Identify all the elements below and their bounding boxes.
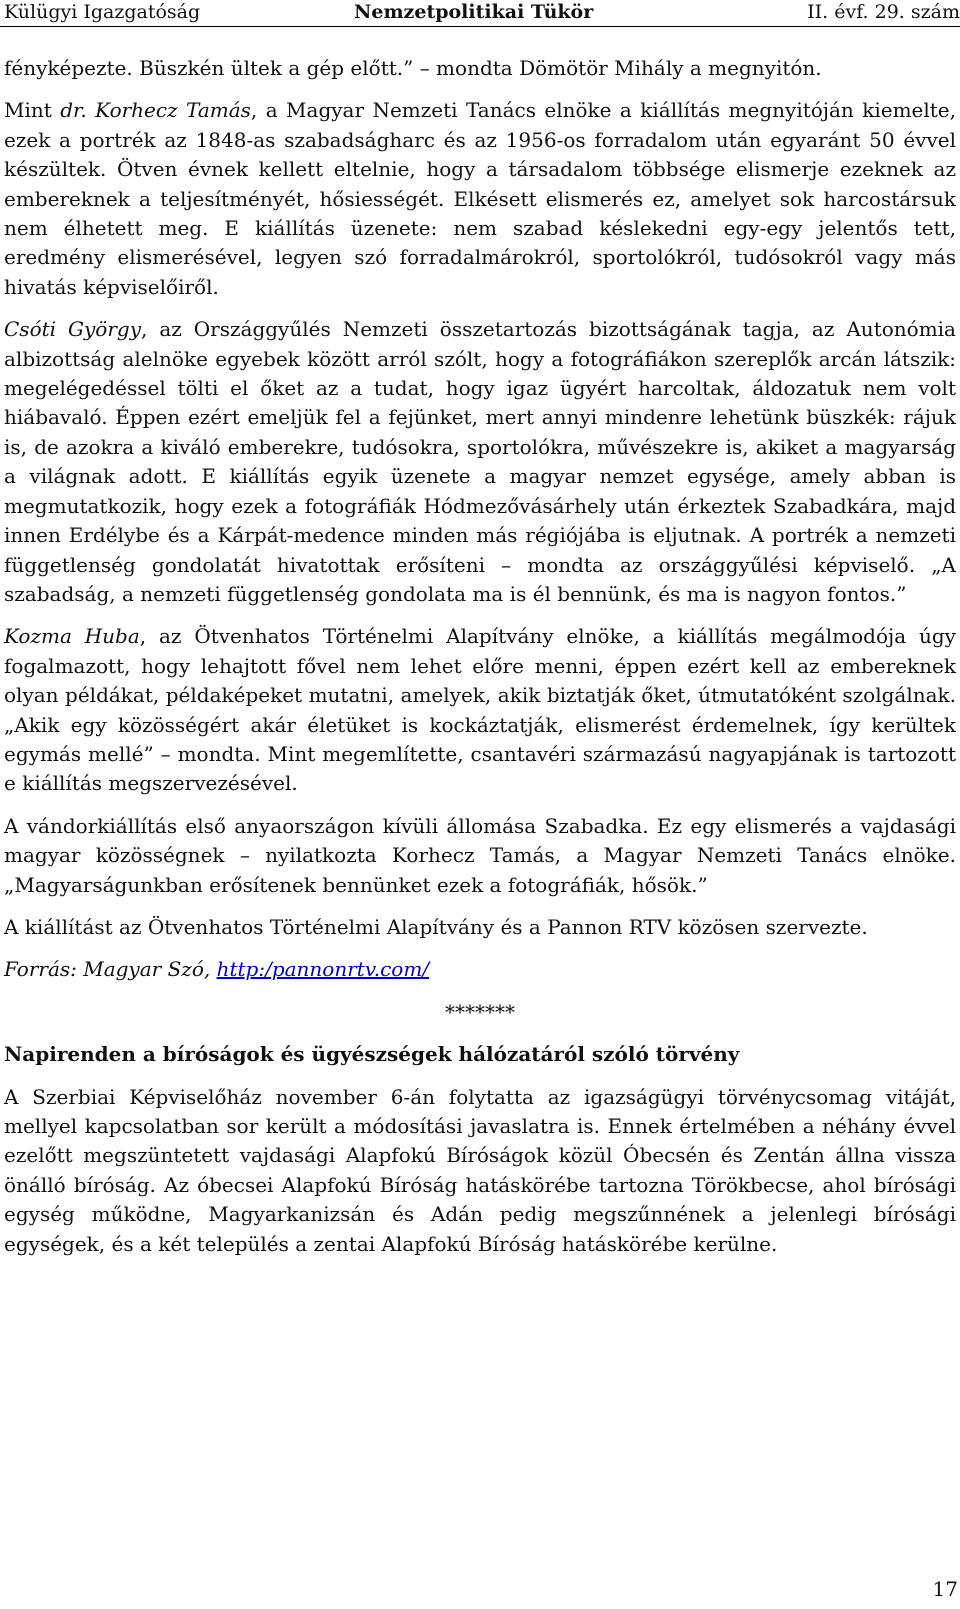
section-title: Napirenden a bíróságok és ügyészségek hálózatáról szóló törvény [4, 1042, 740, 1067]
source-link[interactable]: http:/pannonrtv.com/ [216, 957, 430, 982]
person-name: dr. Korhecz Tamás [60, 98, 251, 123]
person-name: Csóti György [4, 317, 141, 342]
source-label: Forrás: Magyar Szó, [4, 957, 217, 982]
paragraph-4: Kozma Huba, az Ötvenhatos Történelmi Alapítvány elnöke, a kiállítás megálmodója úgy fogalmazott, hogy lehajtott fővel nem lehet előre menni, éppen ezért kell az embereknek olyan példákat, példaképeket mutatni, amelyek, akik biztatják őket, útmutatóként szolgálnak. „Akik egy közösségért akár életüket is kockáztatják, elismerést érdemelnek, így kerültek egymás mellé” – mondta. Mint megemlítette, csantavéri származású nagyapjának is tartozott e kiállítás megszervezésével. [4, 624, 956, 796]
article-body [4, 54, 956, 1272]
paragraph-2: Mint dr. Korhecz Tamás, a Magyar Nemzeti Tanács elnöke a kiállítás megnyitóján kiemelte, ezek a portrék az 1848-as szabadságharc és az 1956-os forradalom után egyaránt 50 évvel készültek. Ötven évnek kellett eltelnie, hogy a társadalom többsége elismerje ezeknek az embereknek a teljesítményét, hősiességét. Elkésett elismerés ez, amelyet sok harcostársuk nem élhetett meg. E kiállítás üzenete: nem szabad késlekedni egy-egy jelentős tett, eredmény elismerésével, legyen szó forradalmárokról, sportolókról, tudósokról vagy más hivatás képviselőiről. [4, 98, 956, 299]
header-publication: Nemzetpolitikai Tükör [354, 1, 594, 23]
paragraph-3: Csóti György, az Országgyűlés Nemzeti összetartozás bizottságának tagja, az Autonómia albizottság alelnöke egyebek között arról szólt, hogy a fotográfiákon szereplők arcán látszik: megelégedéssel tölti el őket az a tudat, hogy igaz ügyért harcoltak, áldozatuk nem volt hiábavaló. Éppen ezért emeljük fel a fejünket, mert annyi mindenre lehetünk büszkék: rájuk is, de azokra a kiváló emberekre, tudósokra, sportolókra, művészekre is, akiket a magyarság a világnak adott. E kiállítás egyik üzenete a magyar nemzet egysége, amely abban is megmutatkozik, hogy ezek a fotográfiák Hódmezővásárhely után érkeztek Szabadkára, majd innen Erdélybe és a Kárpát-medence minden más régiójába is eljutnak. A portrék a nemzeti függetlenség gondolatát hivatottak erősíteni – mondta az országgyűlési képviselő. „A szabadság, a nemzeti függetlenség gondolata ma is él bennünk, és ma is nagyon fontos.” [4, 317, 956, 606]
source-line [4, 955, 956, 984]
paragraph-6: A kiállítást az Ötvenhatos Történelmi Alapítvány és a Pannon RTV közösen szervezte. [4, 914, 868, 939]
person-name: Kozma Huba [4, 624, 140, 649]
page-header [0, 0, 960, 27]
paragraph-1: fényképezte. Büszkén ültek a gép előtt.” – mondta Dömötör Mihály a megnyitón. [4, 56, 822, 80]
section-paragraph: A Szerbiai Képviselőház november 6-án folytatta az igazságügyi törvénycsomag vitáját, mellyel kapcsolatban sor került a módosítási javaslatra is. Ennek értelmében a néhány évvel ezelőtt megszüntetett vajdasági Alapfokú Bíróságok közül Óbecsén és Zentán állna vissza önálló bíróság. Az óbecsei Alapfokú Bíróság hatáskörébe tartozna Törökbecse, ahol bírósági egység működne, Magyarkanizsán és Adán pedig megszűnnének a jelenlegi bírósági egységek, és a két település a zentai Alapfokú Bíróság hatáskörébe kerülne. [4, 1084, 956, 1256]
header-org: Külügyi Igazgatóság [4, 1, 201, 23]
section-separator: ******* [445, 999, 515, 1024]
page-number: 17 [932, 1577, 958, 1601]
header-issue: II. évf. 29. szám [807, 1, 960, 23]
paragraph-5: A vándorkiállítás első anyaországon kívüli állomása Szabadka. Ez egy elismerés a vajdasági magyar közösségnek – nyilatkozta Korhecz Tamás, a Magyar Nemzeti Tanács elnöke. „Magyarságunkban erősítenek bennünket ezek a fotográfiák, hősök.” [4, 813, 956, 897]
